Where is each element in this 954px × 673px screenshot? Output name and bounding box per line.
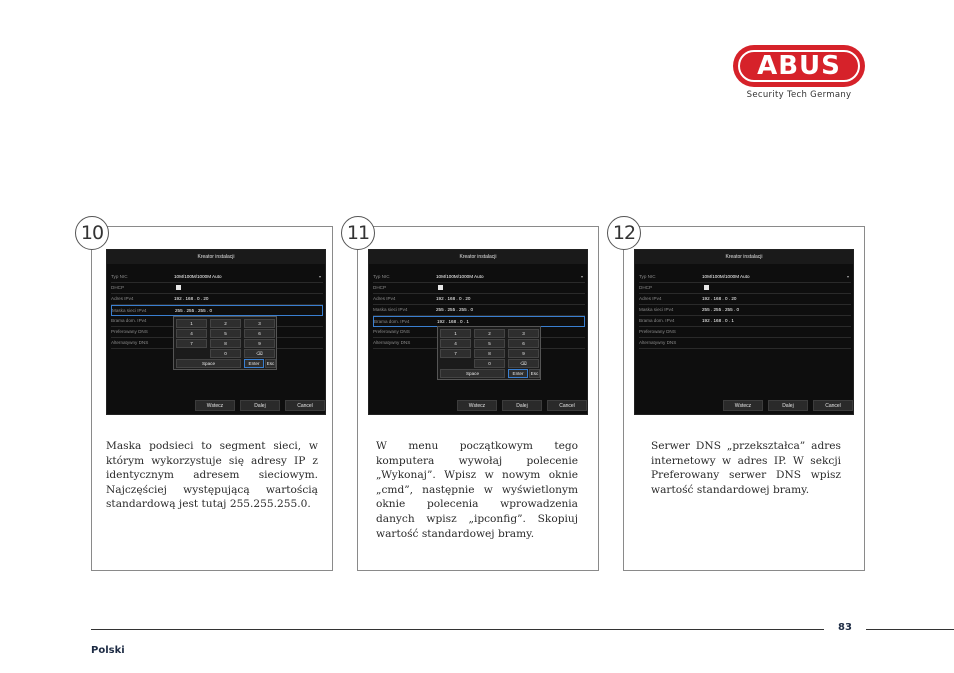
row-nic bbox=[373, 272, 585, 283]
value-nic: 10M/100M/1000M Auto bbox=[174, 274, 222, 279]
back-button: Wstecz bbox=[195, 400, 235, 411]
key-enter: Enter bbox=[244, 359, 264, 368]
next-button: Dalej bbox=[502, 400, 542, 411]
label-ip: Adres IPv4 bbox=[373, 296, 396, 301]
numeric-keypad bbox=[173, 316, 277, 370]
key-8: 8 bbox=[210, 339, 241, 348]
row-gateway bbox=[373, 316, 585, 327]
dhcp-checkbox bbox=[438, 285, 443, 290]
value-nic: 10M/100M/1000M Auto bbox=[702, 274, 750, 279]
logo-brand: ABUS bbox=[757, 51, 841, 81]
key-3: 3 bbox=[508, 329, 539, 338]
step-number-badge: 10 bbox=[75, 216, 109, 250]
label-dns1: Preferowany DNS bbox=[111, 329, 148, 334]
value-ip: 192 . 168 . 0 . 20 bbox=[174, 296, 209, 301]
value-mask: 255 . 255 . 255 . 0 bbox=[436, 307, 474, 312]
label-dns2: Alternatywny DNS bbox=[373, 340, 411, 345]
step-description: Maska podsieci to segment sieci, w którym wykorzystuje się adresy IP z identycznym adresem sieciowym. Najczęściej występującą wartością standardową jest tutaj 255.255.255.0. bbox=[106, 440, 318, 511]
language-label: Polski bbox=[91, 645, 125, 656]
label-gateway: Brama dom. IPv4 bbox=[639, 318, 675, 323]
key-8: 8 bbox=[474, 349, 505, 358]
label-ip: Adres IPv4 bbox=[639, 296, 662, 301]
key-7: 7 bbox=[176, 339, 207, 348]
row-dhcp bbox=[639, 283, 851, 294]
value-nic: 10M/100M/1000M Auto bbox=[436, 274, 484, 279]
row-dns2 bbox=[639, 338, 851, 349]
dropdown-caret-icon: ▾ bbox=[318, 274, 321, 279]
cancel-button: Cancel bbox=[813, 400, 853, 411]
footer-rule-left bbox=[91, 629, 824, 630]
label-dns1: Preferowany DNS bbox=[373, 329, 410, 334]
screenshot-setup-wizard bbox=[634, 249, 854, 415]
key-enter: Enter bbox=[508, 369, 528, 378]
label-dhcp: DHCP bbox=[111, 285, 125, 290]
value-mask: 255 . 255 . 255 . 0 bbox=[702, 307, 740, 312]
key-6: 6 bbox=[244, 329, 275, 338]
key-5: 5 bbox=[474, 339, 505, 348]
value-gateway: 192 . 168 . 0 . 1 bbox=[702, 318, 734, 323]
row-gateway bbox=[639, 316, 851, 327]
key-2: 2 bbox=[474, 329, 505, 338]
dropdown-caret-icon: ▾ bbox=[580, 274, 583, 279]
key-2: 2 bbox=[210, 319, 241, 328]
label-nic: Typ NIC bbox=[373, 274, 390, 279]
label-gateway: Brama dom. IPv4 bbox=[111, 318, 147, 323]
cancel-button: Cancel bbox=[285, 400, 325, 411]
label-mask: Maska sieci IPv4 bbox=[112, 308, 147, 313]
step-panel-11 bbox=[357, 226, 599, 571]
label-dns2: Alternatywny DNS bbox=[111, 340, 149, 345]
row-ip bbox=[111, 294, 323, 305]
label-dns1: Preferowany DNS bbox=[639, 329, 676, 334]
row-ip bbox=[639, 294, 851, 305]
row-ip bbox=[373, 294, 585, 305]
row-nic bbox=[639, 272, 851, 283]
value-gateway: 192 . 168 . 0 . 1 bbox=[437, 319, 469, 324]
label-ip: Adres IPv4 bbox=[111, 296, 134, 301]
row-mask bbox=[373, 305, 585, 316]
wizard-title: Kreator instalacji bbox=[635, 250, 853, 264]
label-mask: Maska sieci IPv4 bbox=[639, 307, 674, 312]
backspace-icon: ⌫ bbox=[508, 359, 539, 368]
row-mask bbox=[639, 305, 851, 316]
row-dhcp bbox=[373, 283, 585, 294]
cancel-button: Cancel bbox=[547, 400, 587, 411]
value-ip: 192 . 168 . 0 . 20 bbox=[436, 296, 471, 301]
label-mask: Maska sieci IPv4 bbox=[373, 307, 408, 312]
step-number-badge: 12 bbox=[607, 216, 641, 250]
step-description: W menu początkowym tego komputera wywołaj polecenie „Wykonaj”. Wpisz w nowym oknie „cmd”, następnie w wyświetlonym oknie polecenia wprowadzenia danych wpisz „ipconfig”. Skopiuj wartość standardowej bramy. bbox=[376, 440, 578, 540]
row-mask bbox=[111, 305, 323, 316]
row-dhcp bbox=[111, 283, 323, 294]
key-0: 0 bbox=[210, 349, 241, 358]
screenshot-setup-wizard bbox=[106, 249, 326, 415]
key-space: Space bbox=[440, 369, 505, 378]
dhcp-checkbox bbox=[176, 285, 181, 290]
key-7: 7 bbox=[440, 349, 471, 358]
key-5: 5 bbox=[210, 329, 241, 338]
key-space: Space bbox=[176, 359, 241, 368]
wizard-title: Kreator instalacji bbox=[107, 250, 325, 264]
step-panel-12 bbox=[623, 226, 865, 571]
label-nic: Typ NIC bbox=[639, 274, 656, 279]
key-1: 1 bbox=[176, 319, 207, 328]
label-gateway: Brama dom. IPv4 bbox=[374, 319, 410, 324]
key-esc: Esc bbox=[530, 371, 539, 376]
key-0: 0 bbox=[474, 359, 505, 368]
numeric-keypad bbox=[437, 326, 541, 380]
key-3: 3 bbox=[244, 319, 275, 328]
page-number: 83 bbox=[838, 622, 852, 633]
back-button: Wstecz bbox=[457, 400, 497, 411]
step-panel-10 bbox=[91, 226, 333, 571]
logo-badge bbox=[733, 45, 865, 87]
row-dns1 bbox=[639, 327, 851, 338]
backspace-icon: ⌫ bbox=[244, 349, 275, 358]
key-4: 4 bbox=[440, 339, 471, 348]
value-mask: 255 . 255 . 255 . 0 bbox=[175, 308, 213, 313]
key-esc: Esc bbox=[266, 361, 275, 366]
next-button: Dalej bbox=[768, 400, 808, 411]
next-button: Dalej bbox=[240, 400, 280, 411]
label-nic: Typ NIC bbox=[111, 274, 128, 279]
key-4: 4 bbox=[176, 329, 207, 338]
label-dhcp: DHCP bbox=[639, 285, 653, 290]
key-9: 9 bbox=[508, 349, 539, 358]
label-dns2: Alternatywny DNS bbox=[639, 340, 677, 345]
footer-rule-right bbox=[866, 629, 954, 630]
key-6: 6 bbox=[508, 339, 539, 348]
key-9: 9 bbox=[244, 339, 275, 348]
row-nic bbox=[111, 272, 323, 283]
label-dhcp: DHCP bbox=[373, 285, 387, 290]
key-1: 1 bbox=[440, 329, 471, 338]
value-ip: 192 . 168 . 0 . 20 bbox=[702, 296, 737, 301]
step-number-badge: 11 bbox=[341, 216, 375, 250]
back-button: Wstecz bbox=[723, 400, 763, 411]
wizard-title: Kreator instalacji bbox=[369, 250, 587, 264]
dropdown-caret-icon: ▾ bbox=[846, 274, 849, 279]
dhcp-checkbox bbox=[704, 285, 709, 290]
abus-logo bbox=[733, 45, 865, 103]
logo-tagline: Security Tech Germany bbox=[746, 90, 852, 100]
step-description: Serwer DNS „przekształca” adres internetowy w adres IP. W sekcji Preferowany serwer DNS wpisz wartość standardowej bramy. bbox=[651, 440, 841, 496]
screenshot-setup-wizard bbox=[368, 249, 588, 415]
